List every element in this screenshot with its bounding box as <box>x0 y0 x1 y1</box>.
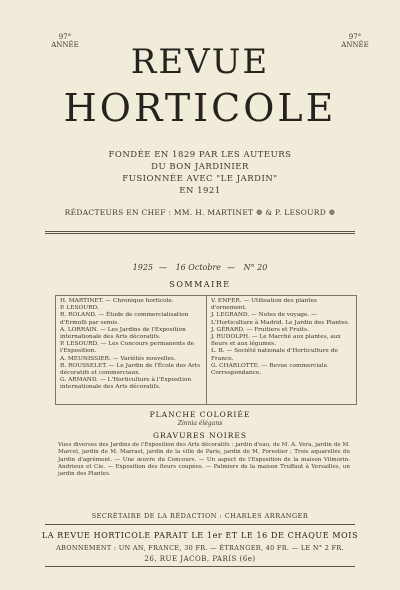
footer-tagline: LA REVUE HORTICOLE PARAIT LE 1er ET LE 16 DE CHAQUE MOIS <box>41 531 359 540</box>
masthead-title-revue: REVUE <box>130 42 270 82</box>
year-number-right: 97° <box>348 33 362 41</box>
toc-item: J. GÉRARD. — Fruitiers et Fruits. <box>211 326 309 333</box>
year-label-left: ANNÉE <box>51 41 79 49</box>
year-label-right: ANNÉE <box>341 41 369 49</box>
editors-line: RÉDACTEURS EN CHEF : MM. H. MARTINET ❁ & P. LESOURD ❁ <box>64 208 336 217</box>
toc-item: H. MARTINET. — Chronique horticole. <box>60 298 174 304</box>
table-of-contents <box>55 295 357 405</box>
masthead-title-horticole: HORTICOLE <box>63 86 337 130</box>
toc-divider <box>206 296 207 404</box>
toc-item: A. LORRAIN. — Les Jardins de l'Exposition internationale des Arts décoratifs. <box>60 326 186 341</box>
divider-rule <box>45 524 355 525</box>
gravures-heading: GRAVURES NOIRES <box>153 431 247 440</box>
founded-line: EN 1921 <box>179 186 221 196</box>
toc-item: G. CHARLOTTE. — Revue commerciale. Correspondance. <box>211 362 329 377</box>
issue-line: 1925 — 16 Octobre — N° 20 <box>132 263 268 272</box>
secretary-line: SECRÉTAIRE DE LA RÉDACTION : CHARLES ARRANGER <box>91 512 309 520</box>
gravures-description: Vues diverses des Jardins de l'Exposition des Arts décoratifs : jardin d'eau, de M. A. Vera, jardin de M. Marcel, jardin de M. Marrast, jardin de la ville de Paris, jardin de M. Forestier ; Trois aquarelles du Jardin d'agrément. — Une œuvre du Concours. — Un aspect de l'Exposition de la maison Vilmorin-Andrieux et Cie. — Exposition des fleurs coupées. — Palmiers de la maison Truffaut à Versailles, un jardin des Plantes. <box>58 442 350 478</box>
toc-item: L. B. — Société nationale d'Horticulture de France. <box>211 348 338 362</box>
sommaire-heading: SOMMAIRE <box>169 280 231 289</box>
toc-item: G. ARMAND. — L'Horticulture à l'Exposition internationale des Arts décoratifs. <box>60 377 192 391</box>
founded-line: FONDÉE EN 1829 PAR LES AUTEURS <box>108 150 292 160</box>
footer-subscription: ABONNEMENT : UN AN, FRANCE, 30 FR. — ÉTRANGER, 40 FR. — LE N° 2 FR. <box>56 544 344 552</box>
divider-rule <box>45 233 355 234</box>
toc-item: P. LESOURD. — Les Concours permanents de l'Exposition. <box>60 341 195 355</box>
toc-right-column <box>211 298 353 377</box>
year-number-left: 97° <box>58 33 72 41</box>
toc-item: J. LEGRAND. — Notes de voyage. — L'Horticulture à Madrid. Le Jardin des Plantes. <box>211 312 350 326</box>
toc-item: J. RUDOLPH. — Le Marché aux plantes, aux fleurs et aux légumes. <box>211 334 341 348</box>
planche-subtitle: Zinnia élégans <box>177 420 223 427</box>
founded-line: DU BON JARDINIER <box>151 162 249 172</box>
toc-item: R. ROLAND. — Étude de commercialisation d'Ermolli par semis. <box>60 312 189 326</box>
toc-item: R. ROUSSELET. — Le Jardin de l'École des Arts décoratifs et commerciaux. <box>60 362 201 377</box>
founded-line: FUSIONNÉE AVEC "LE JARDIN" <box>122 174 278 184</box>
toc-item: P. LESOURD. <box>60 305 99 312</box>
planche-heading: PLANCHE COLORIÉE <box>149 410 251 419</box>
issue-number: N° 20 <box>243 263 268 272</box>
issue-year: 1925 <box>132 263 154 272</box>
divider-rule <box>45 566 355 567</box>
footer-address: 26, RUE JACOB, PARIS (6e) <box>144 555 256 563</box>
toc-item: A. MEUNISSIER. — Variétés nouvelles. <box>60 355 176 362</box>
divider-rule <box>45 231 355 232</box>
toc-item: V. ENFER. — Utilisation des plantes d'ornement. <box>211 298 318 312</box>
issue-date: 16 Octobre <box>175 263 222 272</box>
toc-left-column <box>60 298 202 392</box>
